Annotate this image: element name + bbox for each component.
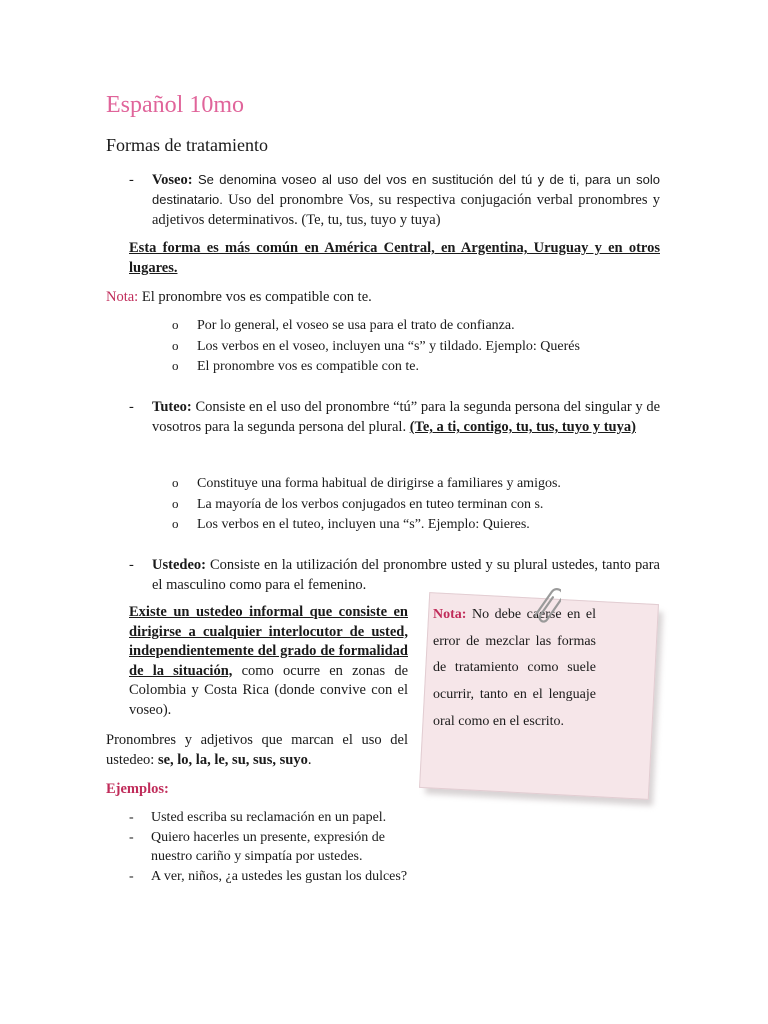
list-item: - Quiero hacerles un presente, expresión de nuestro cariño y simpatía por ustedes. — [129, 828, 411, 867]
list-item: o Los verbos en el voseo, incluyen una “s” y tildado. Ejemplo: Querés — [172, 337, 652, 358]
list-item: o Constituye una forma habitual de dirigirse a familiares y amigos. — [172, 474, 652, 495]
pronouns-end: . — [307, 752, 312, 768]
tuteo-emphasis: (Te, a ti, contigo, tu, tus, tuyo y tuya) — [409, 419, 636, 435]
ustedeo-emphasis: Existe un ustedeo informal que consiste en dirigirse a cualquier interlocutor de usted, independientemente del grado de formalidad de la situación, — [129, 604, 408, 679]
list-item: o Los verbos en el tuteo, incluyen una “s”. Ejemplo: Quieres. — [172, 515, 652, 536]
ustedeo-definition — [152, 555, 660, 595]
pronouns-list: se, lo, la, le, su, sus, suyo — [157, 752, 308, 768]
voseo-nota — [106, 287, 666, 307]
sticky-note-label: Nota: — [433, 607, 467, 622]
ustedeo-informal — [129, 603, 408, 720]
list-item: o La mayoría de los verbos conjugados en tuteo terminan con s. — [172, 495, 652, 516]
list-item: o El pronombre vos es compatible con te. — [172, 357, 652, 378]
list-dash: - — [129, 557, 134, 573]
sticky-note-text — [433, 602, 596, 736]
ustedeo-pronouns — [106, 730, 408, 770]
pronouns-text: Pronombres y adjetivos que marcan el uso del ustedeo: — [106, 732, 408, 768]
examples-label: Ejemplos: — [106, 781, 169, 797]
nota-text: El pronombre vos es compatible con te. — [141, 289, 372, 305]
tuteo-label: Tuteo: — [152, 399, 192, 415]
list-dash: - — [129, 172, 134, 188]
nota-label: Nota: — [106, 289, 139, 305]
ustedeo-label: Ustedeo: — [152, 557, 206, 573]
list-item: - Usted escriba su reclamación en un papel. — [129, 808, 411, 828]
tuteo-bullets — [172, 474, 652, 536]
section-title: Formas de tratamiento — [106, 135, 268, 155]
voseo-text: Uso del pronombre Vos, su respectiva conjugación verbal pronombres y adjetivos determinativos. (Te, tu, tus, tuyo y tuya) — [152, 192, 660, 228]
voseo-label: Voseo: — [152, 172, 193, 188]
voseo-emphasis: Esta forma es más común en América Central, en Argentina, Uruguay y en otros lugares. — [129, 240, 660, 276]
voseo-definition — [152, 170, 660, 230]
voseo-bullets — [172, 316, 652, 378]
tuteo-text: Consiste en el uso del pronombre “tú” para la segunda persona del singular y de vosotros para la segunda persona del plural. — [152, 399, 661, 435]
list-item: o Por lo general, el voseo se usa para el trato de confianza. — [172, 316, 652, 337]
examples-list — [129, 808, 411, 886]
tuteo-definition — [152, 397, 660, 437]
paperclip-icon — [535, 582, 561, 630]
page-title: Español 10mo — [106, 92, 244, 118]
list-item: - A ver, niños, ¿a ustedes les gustan los dulces? — [129, 867, 411, 887]
ustedeo-emphasis-tail: como ocurre en zonas de Colombia y Costa Rica (donde convive con el voseo). — [129, 662, 408, 718]
voseo-text-sans: Se denomina voseo al uso del vos en sustitución del tú y de ti, para un solo destinatario. — [152, 172, 660, 207]
list-dash: - — [129, 399, 134, 415]
sticky-note-body: No debe caerse en el error de mezclar las formas de tratamiento como suele ocurrir, tanto en el lenguaje oral como en el escrito. — [433, 607, 596, 729]
ustedeo-text: Consiste en la utilización del pronombre usted y su plural ustedes, tanto para el masculino como para el femenino. — [152, 557, 660, 593]
